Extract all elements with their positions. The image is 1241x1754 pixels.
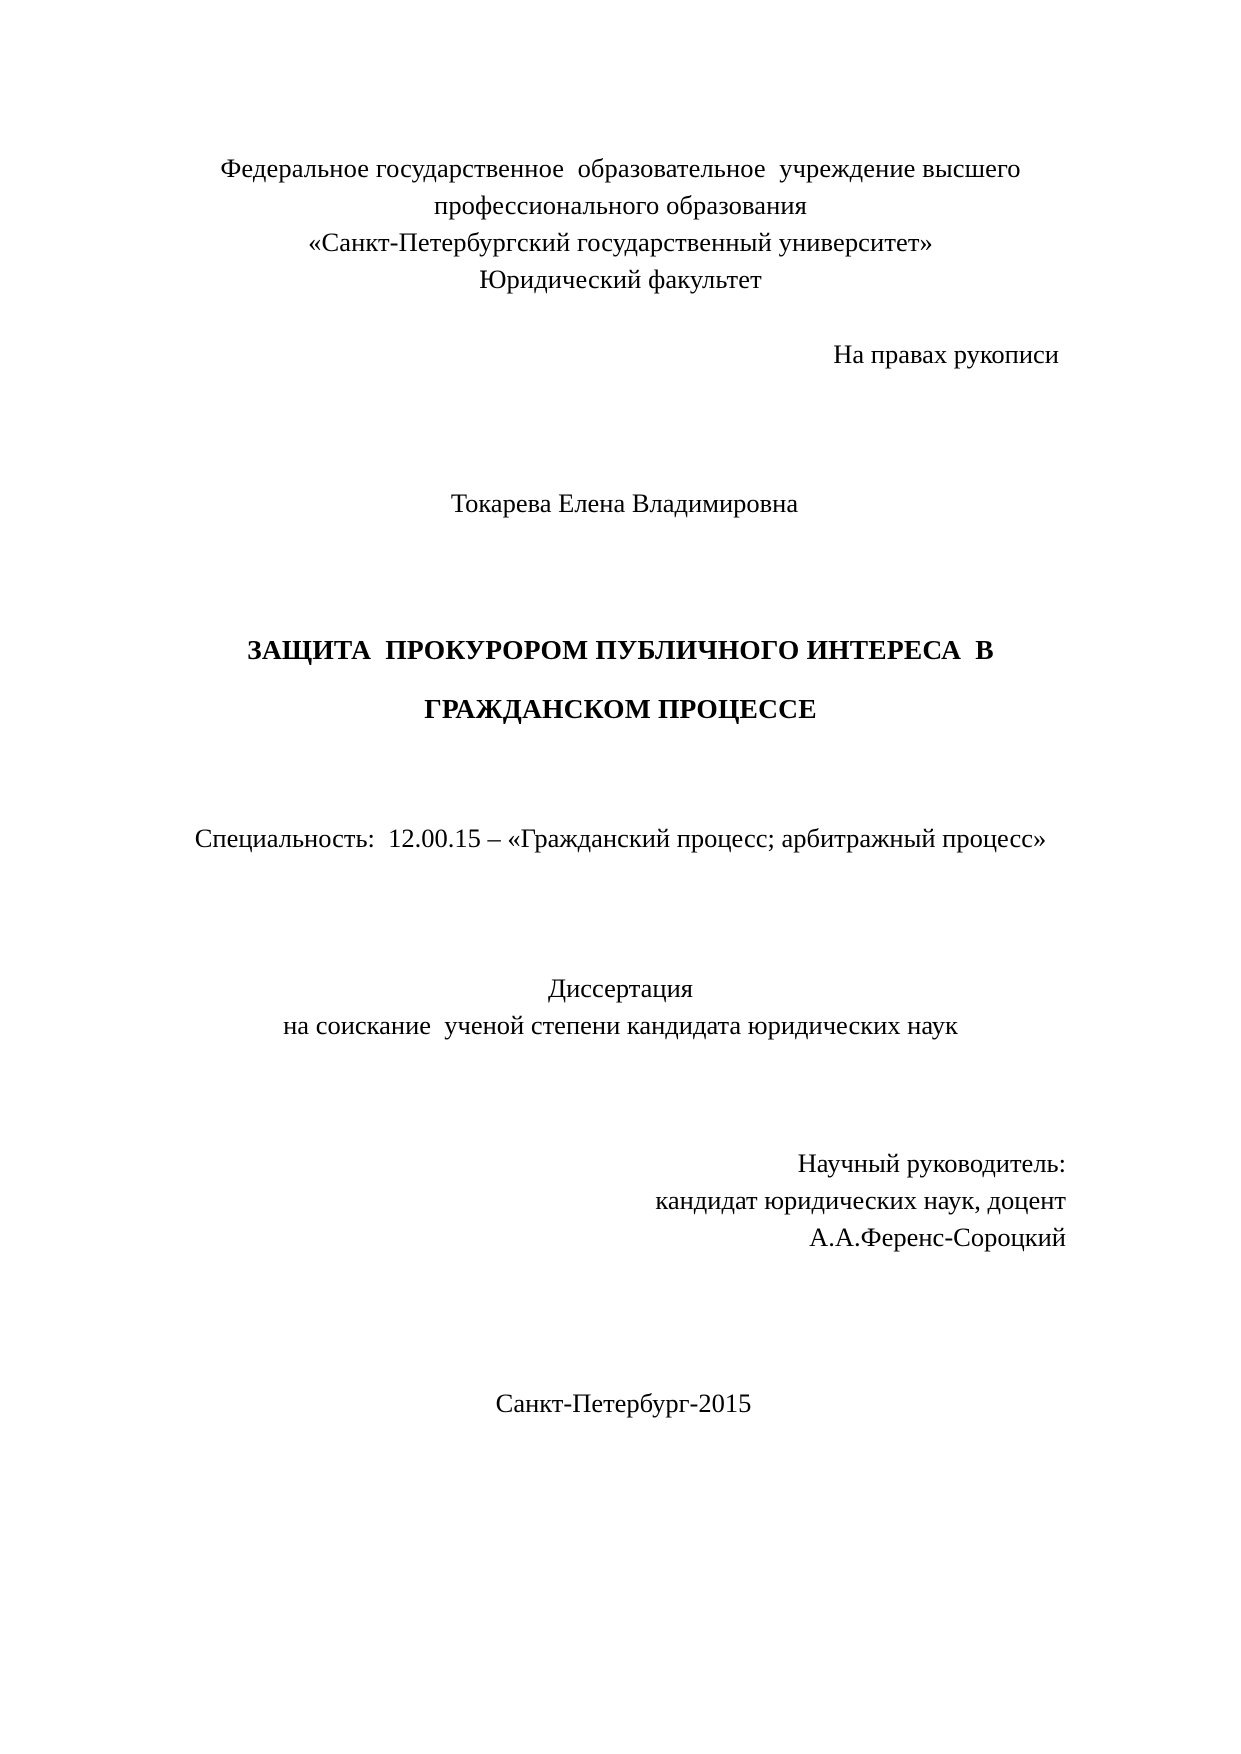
manuscript-rights-note: На правах рукописи: [833, 339, 1059, 369]
dissertation-title: [150, 620, 1091, 738]
institution-line-1: Федеральное государственное образовательное учреждение высшего: [220, 153, 1021, 183]
supervisor-degree: кандидат юридических наук, доцент: [655, 1185, 1066, 1215]
author-name: Токарева Елена Владимировна: [450, 488, 799, 518]
institution-line-4: Юридический факультет: [479, 264, 762, 294]
dissertation-title-line-1: ЗАЩИТА ПРОКУРОРОМ ПУБЛИЧНОГО ИНТЕРЕСА В: [247, 634, 994, 665]
dissertation-title-line-2: ГРАЖДАНСКОМ ПРОЦЕССЕ: [424, 693, 817, 724]
dissertation-kind: Диссертация: [548, 973, 693, 1003]
supervisor-block: [150, 1145, 1091, 1256]
specialty-line: Специальность: 12.00.15 – «Гражданский процесс; арбитражный процесс»: [194, 823, 1047, 853]
dissertation-degree: на соискание ученой степени кандидата юридических наук: [283, 1010, 958, 1040]
institution-line-3: «Санкт-Петербургский государственный университет»: [308, 227, 933, 257]
supervisor-name: А.А.Ференс-Сороцкий: [809, 1222, 1066, 1252]
institution-header: [150, 150, 1091, 298]
dissertation-degree-block: [150, 970, 1091, 1044]
institution-line-2: профессионального образования: [434, 190, 807, 220]
place-and-year: Санкт-Петербург-2015: [495, 1388, 752, 1418]
supervisor-label: Научный руководитель:: [797, 1148, 1066, 1178]
